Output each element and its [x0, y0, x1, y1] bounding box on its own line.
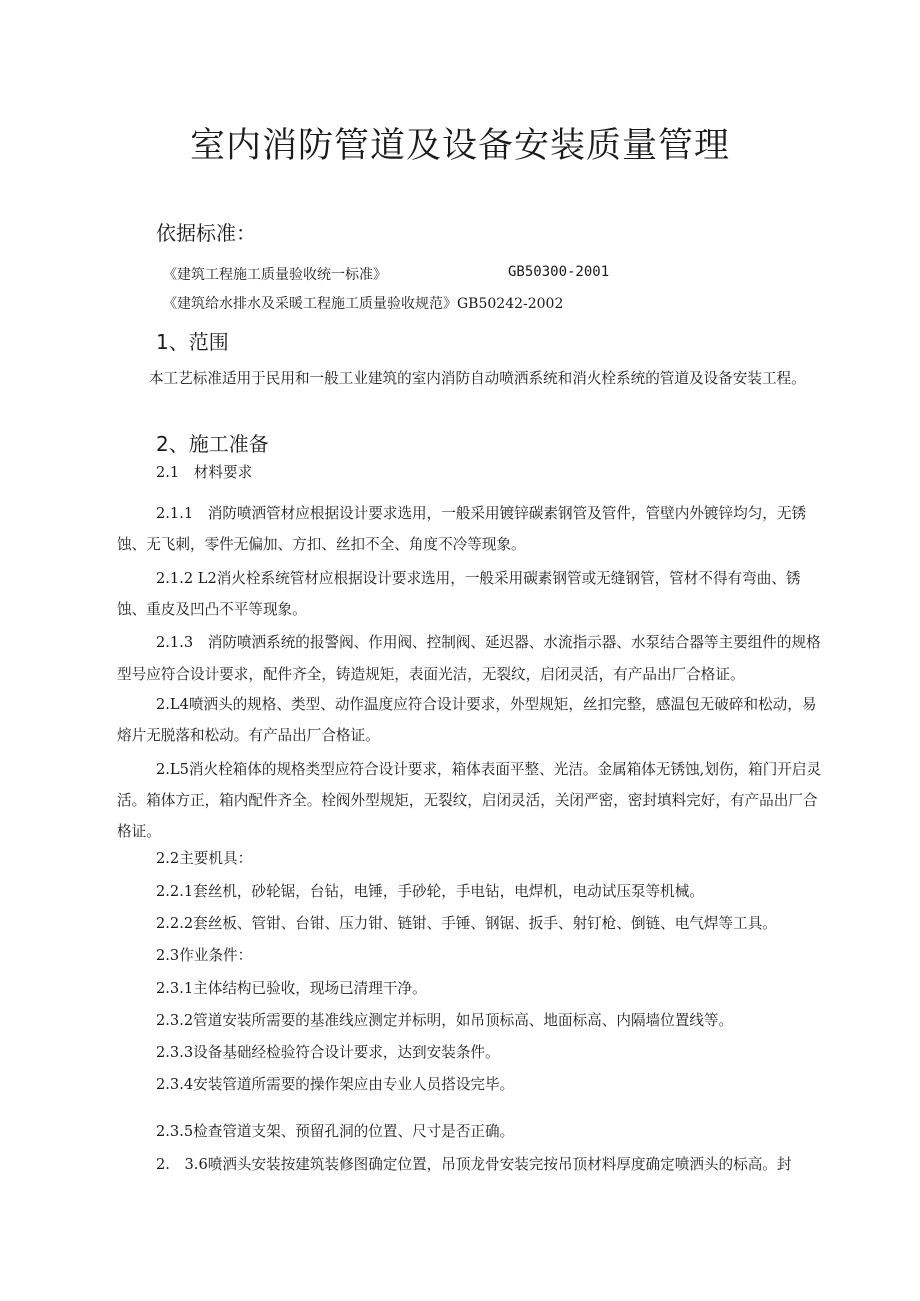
item-2-3-4: 2.3.4安装管道所需要的操作架应由专业人员搭设完毕。	[156, 1076, 515, 1093]
item-2-3-2: 2.3.2管道安装所需要的基准线应测定并标明，如吊顶标高、地面标高、内隔墙位置线等。	[156, 1012, 734, 1029]
basis-heading: 依据标准：	[156, 221, 256, 245]
section-heading-preparation: 2、施工准备	[156, 432, 269, 456]
item-2-3-5: 2.3.5检查管道支架、预留孔洞的位置、尺寸是否正确。	[156, 1123, 515, 1140]
standard-name-2: 《建筑给水排水及采暖工程施工质量验收规范》GB50242-2002	[163, 296, 564, 312]
item-2-2: 2.2主要机具：	[156, 850, 253, 867]
item-2-1-2: 2.1.2 L2消火栓系统管材应根据设计要求选用，一般采用碳素钢管或无缝钢管，管材不得有弯曲、锈蚀、重皮及凹凸不平等现象。	[117, 570, 801, 618]
item-2-2-1: 2.2.1套丝机，砂轮锯，台钻，电锤，手砂轮，手电钻，电焊机，电动试压泵等机械。	[156, 883, 704, 900]
item-2-3-1: 2.3.1主体结构已验收，现场已清理干净。	[156, 980, 427, 997]
section-heading-scope: 1、范围	[156, 330, 229, 354]
scope-paragraph: 本工艺标准适用于民用和一般工业建筑的室内消防自动喷洒系统和消火栓系统的管道及设备安装工程。	[149, 370, 806, 387]
standard-name-1: 《建筑工程施工质量验收统一标准》	[163, 267, 387, 283]
item-2-1-5: 2.L5消火栓箱体的规格类型应符合设计要求，箱体表面平整、光洁。金属箱体无锈蚀,划伤，箱门开启灵活。箱体方正，箱内配件齐全。栓阀外型规矩，无裂纹，启闭灵活，关闭严密，密封填料完好，有产品出厂合格证。	[117, 761, 822, 840]
item-2-1-3: 2.1.3 消防喷洒系统的报警阀、作用阀、控制阀、延迟器、水流指示器、水泵结合器等主要组件的规格型号应符合设计要求，配件齐全，铸造规矩，表面光洁，无裂纹，启闭灵活，有产品出厂合格证。	[117, 634, 821, 683]
item-2-1-4: 2.L4喷洒头的规格、类型、动作温度应符合设计要求，外型规矩，丝扣完整，感温包无破碎和松动，易熔片无脱落和松动。有产品出厂合格证。	[117, 696, 817, 744]
item-2-3-3: 2.3.3设备基础经检验符合设计要求，达到安装条件。	[156, 1044, 500, 1061]
standard-code-1: GB50300-2001	[508, 264, 610, 280]
item-2-3: 2.3作业条件：	[156, 947, 253, 964]
item-2-3-6: 2. 3.6喷洒头安装按建筑装修图确定位置，吊顶龙骨安装完按吊顶材料厚度确定喷洒头的标高。封	[156, 1156, 792, 1173]
item-2-1-1: 2.1.1 消防喷洒管材应根据设计要求选用，一般采用镀锌碳素钢管及管件，管壁内外镀锌均匀，无锈蚀、无飞刺，零件无偏加、方扣、丝扣不全、角度不冷等现象。	[117, 505, 807, 553]
document-title: 室内消防管道及设备安装质量管理	[189, 126, 730, 166]
item-2-1: 2.1 材料要求	[156, 464, 253, 481]
item-2-2-2: 2.2.2套丝板、管钳、台钳、压力钳、链钳、手锤、钢锯、扳手、射钉枪、倒链、电气焊等工具。	[156, 915, 777, 932]
